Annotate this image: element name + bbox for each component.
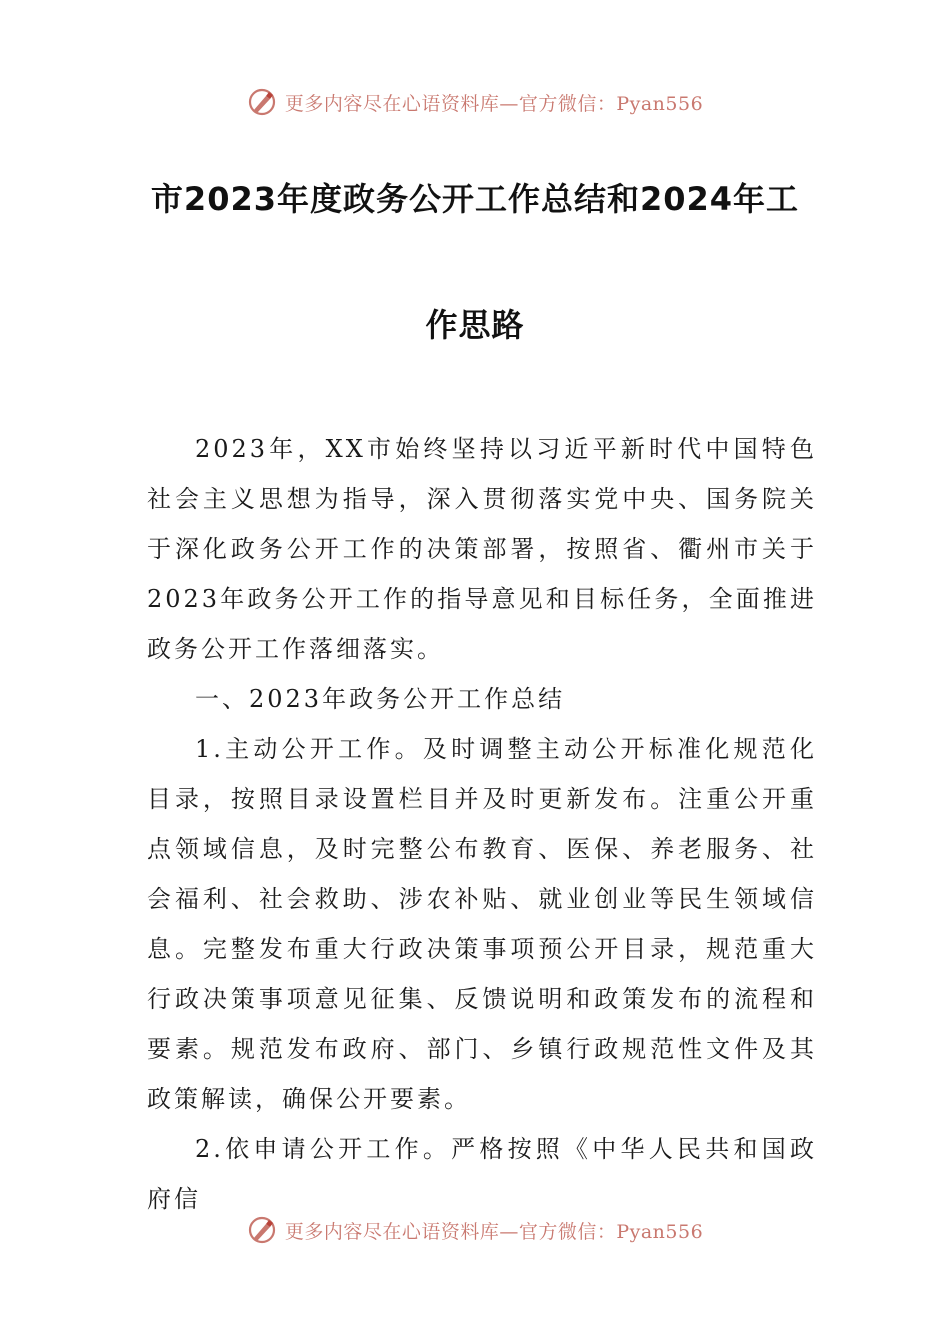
- pen-nib-circle-icon: [247, 87, 277, 117]
- item-2-paragraph: 2.依申请公开工作。严格按照《中华人民共和国政府信: [147, 1135, 817, 1213]
- watermark-text: 更多内容尽在心语资料库—官方微信：Pyan556: [284, 1220, 704, 1243]
- document-body: [147, 424, 817, 1224]
- document-title-line2: 作思路: [425, 306, 525, 344]
- pen-nib-circle-icon: [247, 1215, 277, 1245]
- item-1-paragraph: 1.主动公开工作。及时调整主动公开标准化规范化目录，按照目录设置栏目并及时更新发布。注重公开重点领域信息，及时完整公布教育、医保、养老服务、社会福利、社会救助、涉农补贴、就业创业等民生领域信息。完整发布重大行政决策事项预公开目录，规范重大行政决策事项意见征集、反馈说明和政策发布的流程和要素。规范发布政府、部门、乡镇行政规范性文件及其政策解读，确保公开要素。: [147, 735, 817, 1113]
- watermark-banner-bottom: [0, 1210, 950, 1250]
- document-title-line1: 市2023年度政务公开工作总结和2024年工: [150, 180, 800, 218]
- watermark-text: 更多内容尽在心语资料库—官方微信：Pyan556: [284, 92, 704, 115]
- intro-paragraph: 2023年，XX市始终坚持以习近平新时代中国特色社会主义思想为指导，深入贯彻落实党中央、国务院关于深化政务公开工作的决策部署，按照省、衢州市关于2023年政务公开工作的指导意见和目标任务，全面推进政务公开工作落细落实。: [147, 435, 817, 663]
- watermark-banner-top: [0, 82, 950, 122]
- section-heading: 一、2023年政务公开工作总结: [195, 685, 566, 713]
